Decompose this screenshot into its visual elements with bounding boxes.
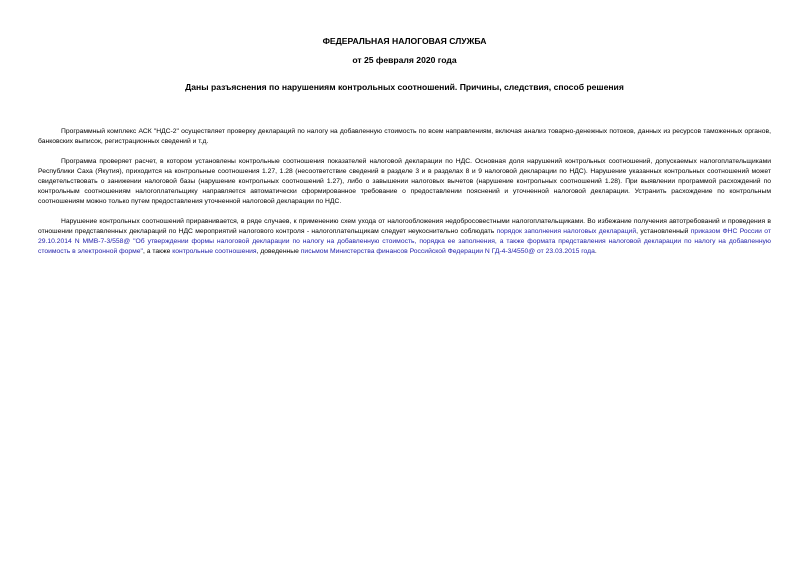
document-page: [38, 0, 771, 257]
document-title: Даны разъяснения по нарушениям контрольных соотношений. Причины, следствия, способ решения: [185, 82, 624, 92]
organization-name: ФЕДЕРАЛЬНАЯ НАЛОГОВАЯ СЛУЖБА: [322, 36, 487, 46]
paragraph-2: Программа проверяет расчет, в котором установлены контрольные соотношения показателей налоговой декларации по НДС. Основная доля нарушений контрольных соотношений, допускаемых налогоплательщиками Республики Саха (Якутия), приходится на контрольные соотношения 1.27, 1.28 (несоответствие сведений в разделе 3 и в разделах 8 и 9 налоговой декларации по НДС). Нарушение указанных контрольных соотношений может свидетельствовать о занижении налоговой базы (нарушение контрольных соотношений 1.27), либо о завышении налоговых вычетов (нарушение контрольных соотношений 1.28). При выявлении программой расхождений по контрольным соотношениям налогоплательщику направляется автоматически сформированное требование о предоставлении пояснений и уточненной налоговой декларации. Устранить расхождение по контрольным соотношениям можно только путем предоставления уточненной налоговой декларации по НДС.: [38, 158, 771, 205]
link-filling-procedure[interactable]: порядок заполнения налоговых деклараций: [496, 228, 637, 235]
paragraph-3-text-4: , доведенные: [256, 248, 301, 255]
paragraph-1: Программный комплекс АСК "НДС-2" осуществляет проверку деклараций по налогу на добавленную стоимость по всем направлениям, включая анализ товарно-денежных потоков, данных из ресурсов таможенных органов, банковских выписок, регистрационных сведений и т.д.: [38, 128, 771, 145]
paragraph-3-text-2: , установленный: [636, 228, 691, 235]
link-minfin-letter[interactable]: письмом Министерства финансов Российской Федерации N ГД-4-3/4550@ от 23.03.2015 года: [300, 248, 595, 255]
document-date: от 25 февраля 2020 года: [352, 55, 457, 65]
link-fns-order[interactable]: приказом ФНС России от 29.10.2014 N ММВ-7-3/558@ "Об утверждении формы налоговой декларации по налогу на добавленную стоимость, порядка ее заполнения, а также формата представления налоговой декларации по налогу на добавленную стоимость в электронной форме": [38, 228, 771, 255]
link-control-ratios[interactable]: контрольные соотношения: [172, 248, 257, 255]
paragraph-3: [38, 217, 771, 257]
paragraph-3-text-1: Нарушение контрольных соотношений приравнивается, в ряде случаев, к применению схем ухода от налогообложения недобросовестными налогоплательщиками. Во избежание получения автотребований и проведения в отношении представленных деклараций по НДС мероприятий налогового контроля - налогоплательщикам следует неукоснительно соблюдать: [38, 218, 771, 235]
paragraph-3-text-5: .: [594, 248, 597, 255]
paragraph-3-text-3: , а также: [142, 248, 173, 255]
